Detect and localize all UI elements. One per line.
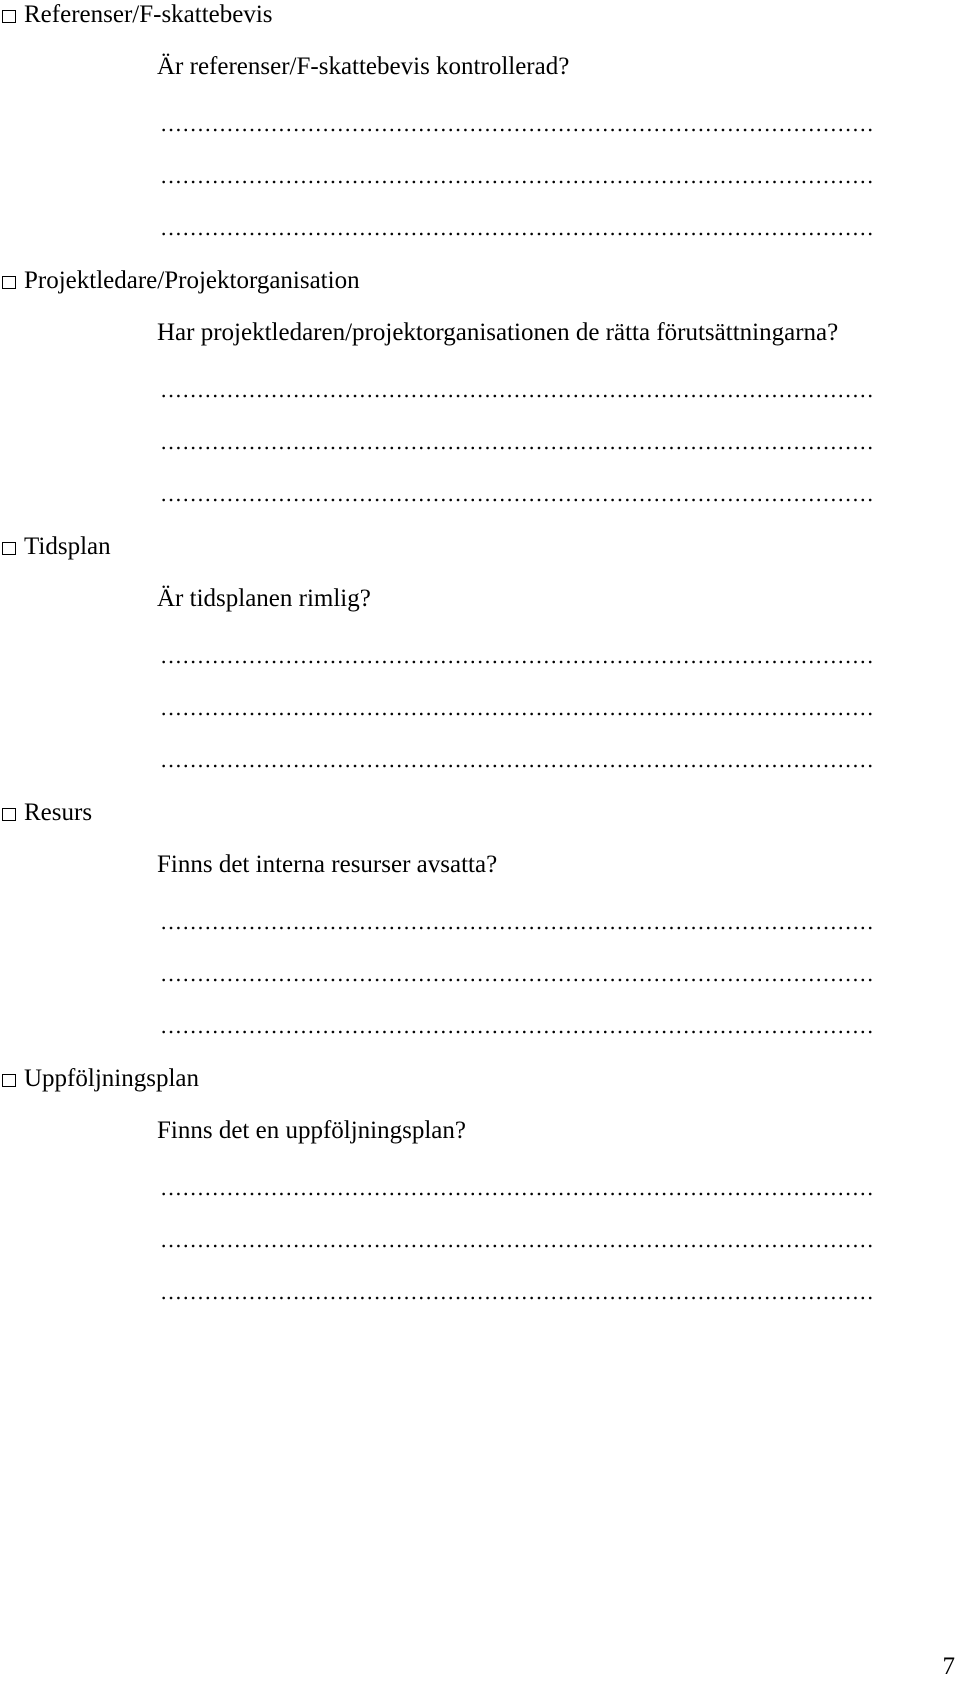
section-heading xyxy=(0,532,111,562)
checkbox[interactable] xyxy=(2,10,16,23)
answer-line-1[interactable] xyxy=(160,1192,876,1196)
page-number: 7 xyxy=(942,1653,955,1680)
answer-line-1[interactable] xyxy=(160,660,876,664)
answer-line-2[interactable] xyxy=(160,180,876,184)
section-heading-text: Uppföljningsplan xyxy=(24,1065,199,1092)
answer-line-1[interactable] xyxy=(160,128,876,132)
section-heading xyxy=(0,266,360,296)
checkbox[interactable] xyxy=(2,276,16,289)
section-heading-text: Resurs xyxy=(24,799,93,826)
answer-line-2[interactable] xyxy=(160,712,876,716)
section-heading-text: Referenser/F-skattebevis xyxy=(24,1,273,28)
section-heading xyxy=(0,1064,199,1094)
answer-line-1[interactable] xyxy=(160,394,876,398)
answer-line-2[interactable] xyxy=(160,978,876,982)
answer-line-3[interactable] xyxy=(160,1030,876,1034)
answer-line-2[interactable] xyxy=(160,446,876,450)
section-question: Är referenser/F-skattebevis kontrollerad? xyxy=(157,53,570,80)
section-question: Har projektledaren/projektorganisationen de rätta förutsättningarna? xyxy=(157,319,839,346)
section-question: Finns det en uppföljningsplan? xyxy=(157,1117,466,1144)
section-heading xyxy=(0,798,92,828)
section-heading xyxy=(0,0,273,30)
section-heading-text: Tidsplan xyxy=(24,533,111,560)
answer-line-3[interactable] xyxy=(160,764,876,768)
answer-line-3[interactable] xyxy=(160,1296,876,1300)
answer-line-1[interactable] xyxy=(160,926,876,930)
answer-line-3[interactable] xyxy=(160,498,876,502)
section-question: Är tidsplanen rimlig? xyxy=(157,585,371,612)
section-heading-text: Projektledare/Projektorganisation xyxy=(24,267,360,294)
checkbox[interactable] xyxy=(2,542,16,555)
answer-line-3[interactable] xyxy=(160,232,876,236)
answer-line-2[interactable] xyxy=(160,1244,876,1248)
section-question: Finns det interna resurser avsatta? xyxy=(157,851,498,878)
checkbox[interactable] xyxy=(2,1074,16,1087)
checkbox[interactable] xyxy=(2,808,16,821)
